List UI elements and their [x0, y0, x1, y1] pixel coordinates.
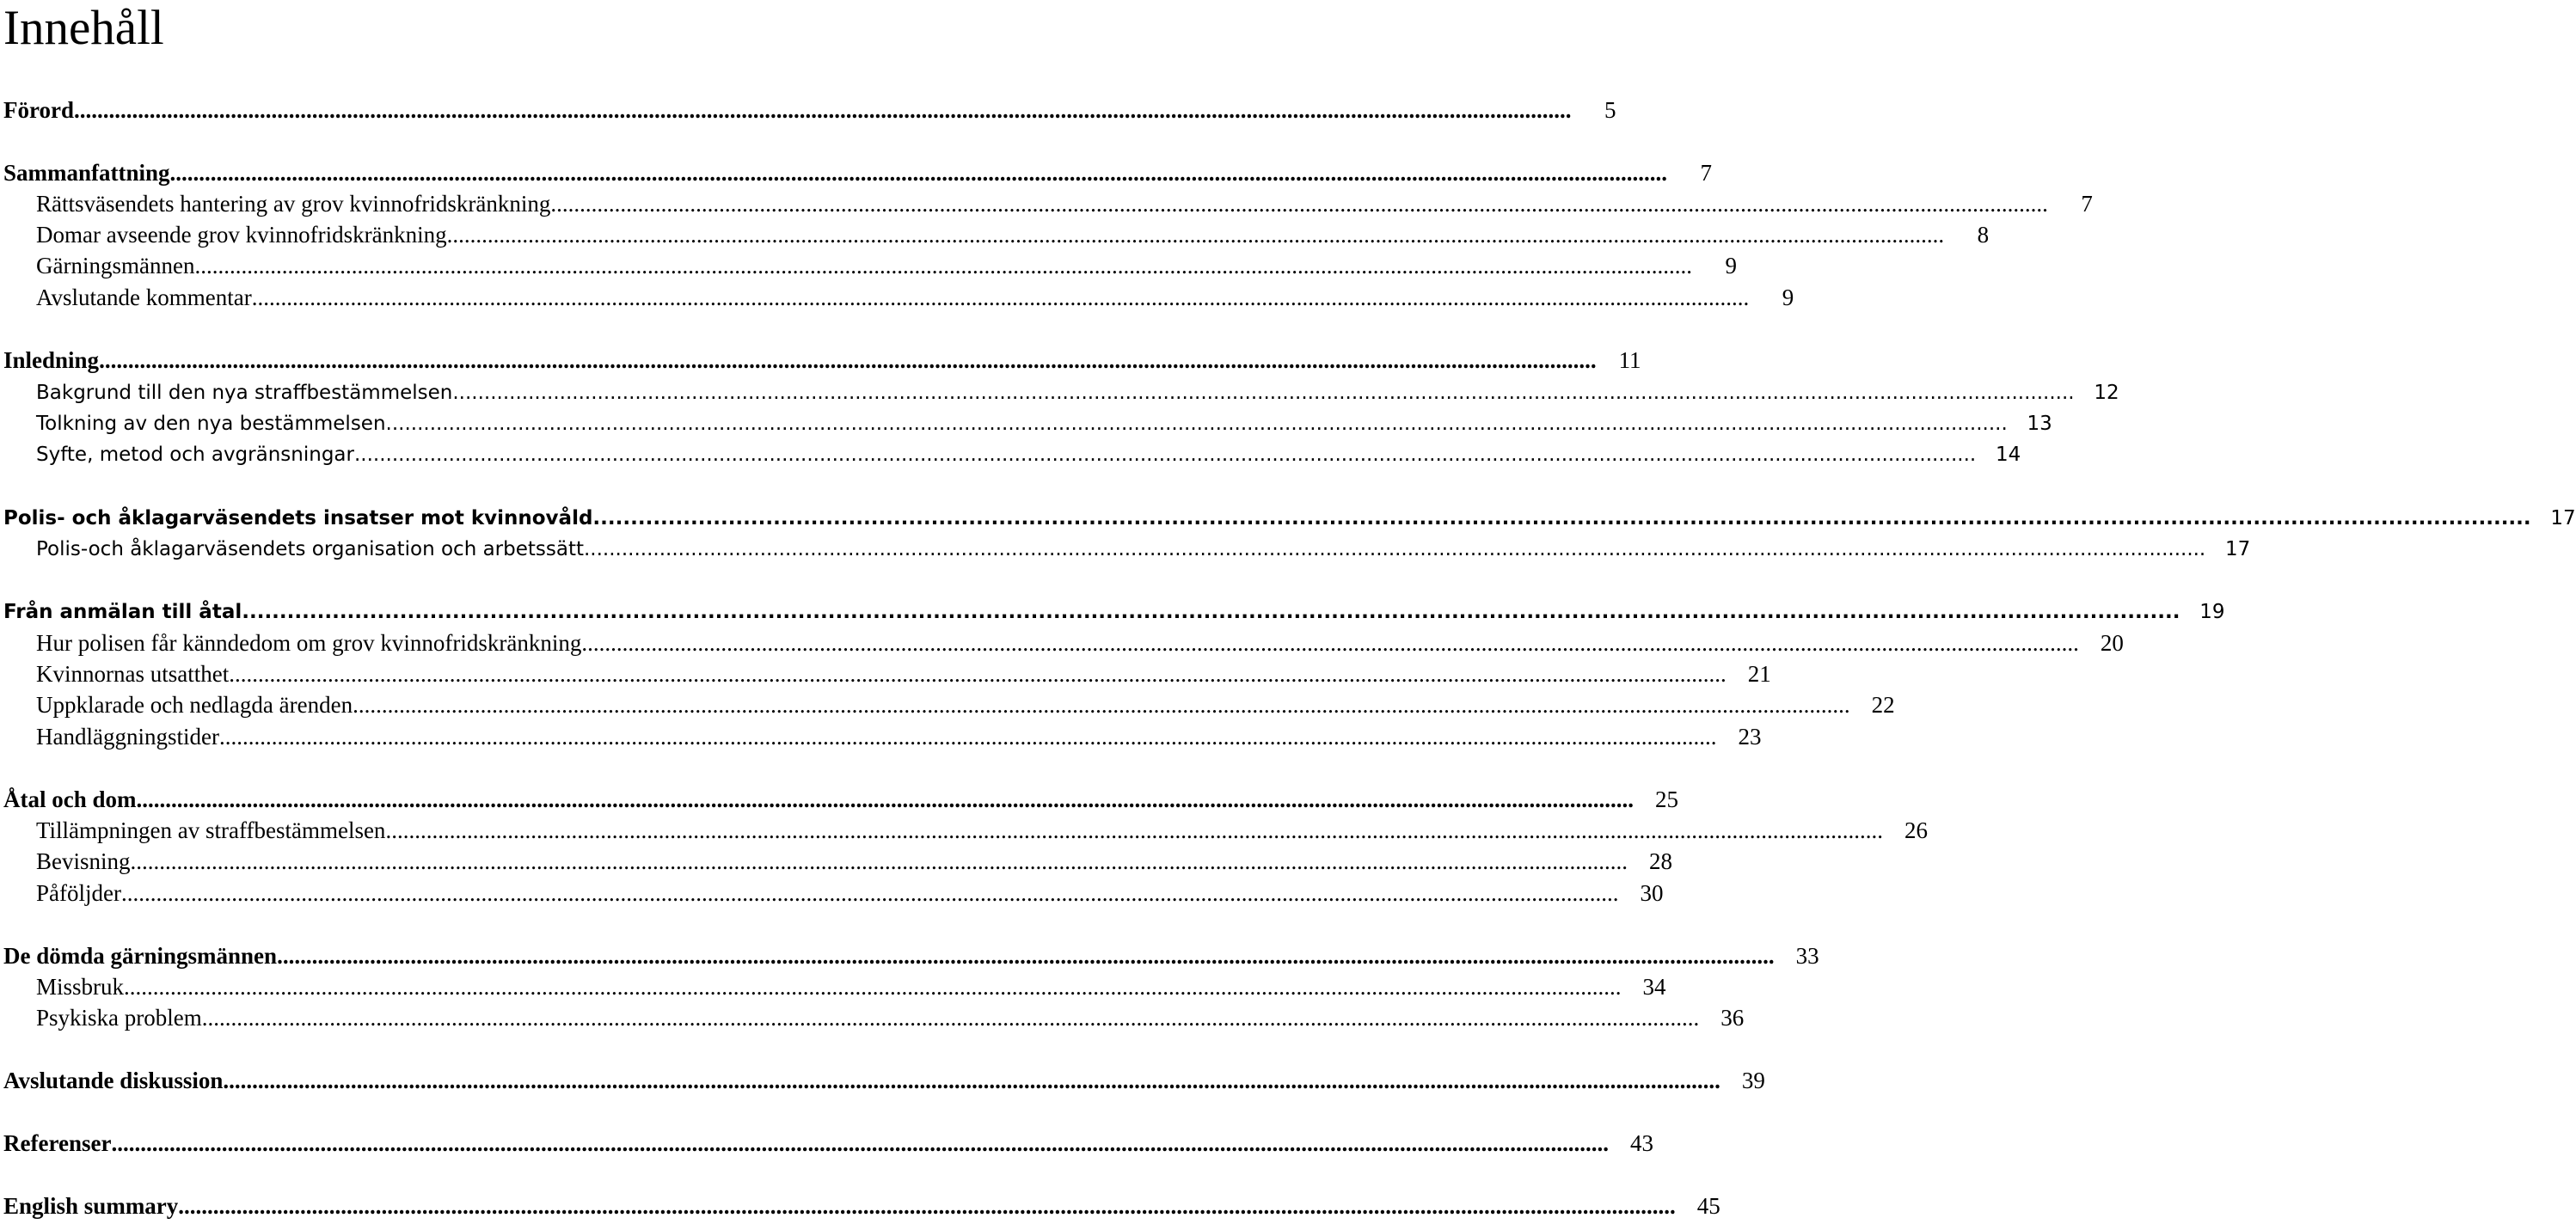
toc-page-number: 17 — [2550, 507, 2576, 529]
toc-entry-label: Uppklarade och nedlagda ärenden — [36, 692, 353, 718]
toc-page-number: 5 — [1604, 97, 1616, 123]
toc-entry-label: Förord — [3, 97, 74, 123]
toc-page-number: 19 — [2199, 601, 2225, 623]
dot-leader: .................................................................................................................................................................................................................................................................. — [353, 692, 1850, 718]
toc-entry-english-summary[interactable] — [3, 1191, 1720, 1221]
toc-entry-inledning[interactable] — [3, 346, 1641, 375]
toc-entry-tolkning[interactable] — [3, 409, 2052, 438]
dot-leader: .................................................................................................................................................................................................................................................................. — [277, 943, 1775, 969]
toc-entry-label: Sammanfattning — [3, 160, 170, 186]
toc-entry-foerord[interactable] — [3, 95, 1616, 125]
toc-page-number: 9 — [1725, 253, 1737, 278]
dot-leader: .................................................................................................................................................................................................................................................................. — [229, 661, 1727, 687]
dot-leader: .................................................................................................................................................................................................................................................................. — [124, 974, 1622, 1000]
toc-page-number: 30 — [1640, 880, 1664, 906]
dot-leader: .................................................................................................................................................................................................................................................................. — [353, 444, 1977, 466]
dot-leader: .................................................................................................................................................................................................................................................................. — [452, 382, 2075, 404]
toc-entry-label: Missbruk — [36, 974, 125, 1000]
toc-entry-atal-och-dom[interactable] — [3, 785, 1678, 814]
toc-entry-label: Påföljder — [36, 880, 121, 906]
toc-entry-label: Tillämpningen av straffbestämmelsen — [36, 817, 386, 843]
page-title: Innehåll — [3, 1, 164, 55]
toc-entry-label: Domar avseende grov kvinnofridskränkning — [36, 222, 447, 248]
toc-entry-label: Polis- och åklagarväsendets insatser mot kvinnovåld — [3, 507, 593, 529]
toc-page-number: 7 — [2081, 191, 2093, 217]
toc-page-number: 7 — [1700, 160, 1713, 186]
toc-entry-label: English summary — [3, 1193, 179, 1219]
toc-entry-referenser[interactable] — [3, 1129, 1653, 1158]
toc-entry-handlaggningstider[interactable] — [3, 722, 1762, 751]
toc-entry-bevisning[interactable] — [3, 847, 1673, 876]
toc-entry-uppklarade[interactable] — [3, 690, 1895, 719]
toc-entry-avslutande-kommentar[interactable] — [3, 283, 1794, 312]
dot-leader: .................................................................................................................................................................................................................................................................. — [592, 507, 2531, 529]
dot-leader: .................................................................................................................................................................................................................................................................. — [385, 817, 1883, 843]
toc-entry-label: Referenser — [3, 1130, 112, 1156]
toc-page-number: 17 — [2224, 538, 2251, 560]
dot-leader: .................................................................................................................................................................................................................................................................. — [194, 253, 1692, 278]
toc-page-number: 13 — [2027, 413, 2052, 435]
toc-entry-label: Avslutande diskussion — [3, 1068, 224, 1093]
dot-leader: .................................................................................................................................................................................................................................................................. — [136, 786, 1634, 812]
toc-entry-label: Gärningsmännen — [36, 253, 195, 278]
toc-entry-label: Handläggningstider — [36, 724, 219, 750]
toc-entry-polis-insatser[interactable] — [3, 504, 2576, 533]
dot-leader: .................................................................................................................................................................................................................................................................. — [218, 724, 1717, 750]
toc-entry-domar[interactable] — [3, 220, 1990, 249]
toc-page-number: 20 — [2100, 630, 2124, 656]
toc-page-number: 11 — [1618, 347, 1641, 373]
dot-leader: .................................................................................................................................................................................................................................................................. — [584, 538, 2206, 560]
toc-entry-bakgrund[interactable] — [3, 378, 2119, 407]
toc-page-number: 12 — [2094, 382, 2119, 404]
dot-leader: .................................................................................................................................................................................................................................................................. — [201, 1005, 1700, 1031]
toc-entry-pafoljder[interactable] — [3, 878, 1664, 908]
toc-page-number: 33 — [1795, 943, 1819, 969]
dot-leader: .................................................................................................................................................................................................................................................................. — [446, 222, 1945, 248]
toc-page-number: 26 — [1904, 817, 1928, 843]
toc-page-number: 14 — [1995, 444, 2021, 466]
dot-leader: .................................................................................................................................................................................................................................................................. — [169, 160, 1668, 186]
toc-entry-avslutande-diskussion[interactable] — [3, 1066, 1765, 1095]
toc-page-number: 34 — [1642, 974, 1666, 1000]
dot-leader: .................................................................................................................................................................................................................................................................. — [385, 413, 2008, 435]
toc-page-number: 22 — [1871, 692, 1895, 718]
toc-entry-label: Syfte, metod och avgränsningar — [36, 444, 354, 466]
toc-page-number: 9 — [1782, 285, 1794, 310]
toc-entry-tillampningen[interactable] — [3, 816, 1928, 845]
toc-entry-label: Bevisning — [36, 848, 131, 874]
toc-entry-label: Bakgrund till den nya straffbestämmelsen — [36, 382, 453, 404]
toc-page-number: 25 — [1655, 786, 1678, 812]
toc-entry-missbruk[interactable] — [3, 972, 1666, 1001]
toc-page-number: 39 — [1741, 1068, 1765, 1093]
toc-page-number: 28 — [1649, 848, 1673, 874]
toc-entry-label: Hur polisen får känndedom om grov kvinnofridskränkning — [36, 630, 582, 656]
toc-entry-label: Inledning — [3, 347, 100, 373]
toc-entry-label: Kvinnornas utsatthet — [36, 661, 230, 687]
toc-entry-label: Psykiska problem — [36, 1005, 202, 1031]
dot-leader: .................................................................................................................................................................................................................................................................. — [74, 97, 1572, 123]
toc-entry-polis-organisation[interactable] — [3, 535, 2251, 564]
dot-leader: .................................................................................................................................................................................................................................................................. — [581, 630, 2079, 656]
toc-entry-label: Från anmälan till åtal — [3, 601, 242, 623]
dot-leader: .................................................................................................................................................................................................................................................................. — [251, 285, 1750, 310]
toc-entry-garningsmannen[interactable] — [3, 251, 1737, 280]
toc-page-number: 21 — [1747, 661, 1771, 687]
toc-page-number: 45 — [1696, 1193, 1720, 1219]
toc-page-number: 43 — [1629, 1130, 1653, 1156]
toc-entry-de-domda[interactable] — [3, 941, 1819, 970]
toc-entry-kvinnornas-utsatthet[interactable] — [3, 659, 1771, 688]
toc-entry-syfte[interactable] — [3, 440, 2021, 469]
dot-leader: .................................................................................................................................................................................................................................................................. — [111, 1130, 1609, 1156]
toc-entry-psykiska-problem[interactable] — [3, 1003, 1745, 1032]
toc-page-number: 36 — [1720, 1005, 1745, 1031]
toc-entry-rattsvasendets-hantering[interactable] — [3, 189, 2093, 218]
dot-leader: .................................................................................................................................................................................................................................................................. — [223, 1068, 1720, 1093]
dot-leader: .................................................................................................................................................................................................................................................................. — [242, 601, 2180, 623]
dot-leader: .................................................................................................................................................................................................................................................................. — [178, 1193, 1676, 1219]
toc-entry-label: Rättsväsendets hantering av grov kvinnofridskränkning — [36, 191, 551, 217]
dot-leader: .................................................................................................................................................................................................................................................................. — [99, 347, 1597, 373]
toc-entry-label: Tolkning av den nya bestämmelsen — [36, 413, 386, 435]
toc-entry-hur-polisen[interactable] — [3, 628, 2124, 658]
toc-page-number: 23 — [1738, 724, 1762, 750]
toc-entry-label: De dömda gärningsmännen — [3, 943, 278, 969]
toc-entry-fran-anmalan[interactable] — [3, 597, 2225, 627]
toc-entry-sammanfattning[interactable] — [3, 158, 1713, 187]
toc-entry-label: Åtal och dom — [3, 786, 137, 812]
toc-entry-label: Polis-och åklagarväsendets organisation och arbetssätt — [36, 538, 584, 560]
toc-page-number: 8 — [1977, 222, 1990, 248]
dot-leader: .................................................................................................................................................................................................................................................................. — [120, 880, 1619, 906]
dot-leader: .................................................................................................................................................................................................................................................................. — [130, 848, 1628, 874]
dot-leader: .................................................................................................................................................................................................................................................................. — [550, 191, 2048, 217]
toc-entry-label: Avslutande kommentar — [36, 285, 252, 310]
